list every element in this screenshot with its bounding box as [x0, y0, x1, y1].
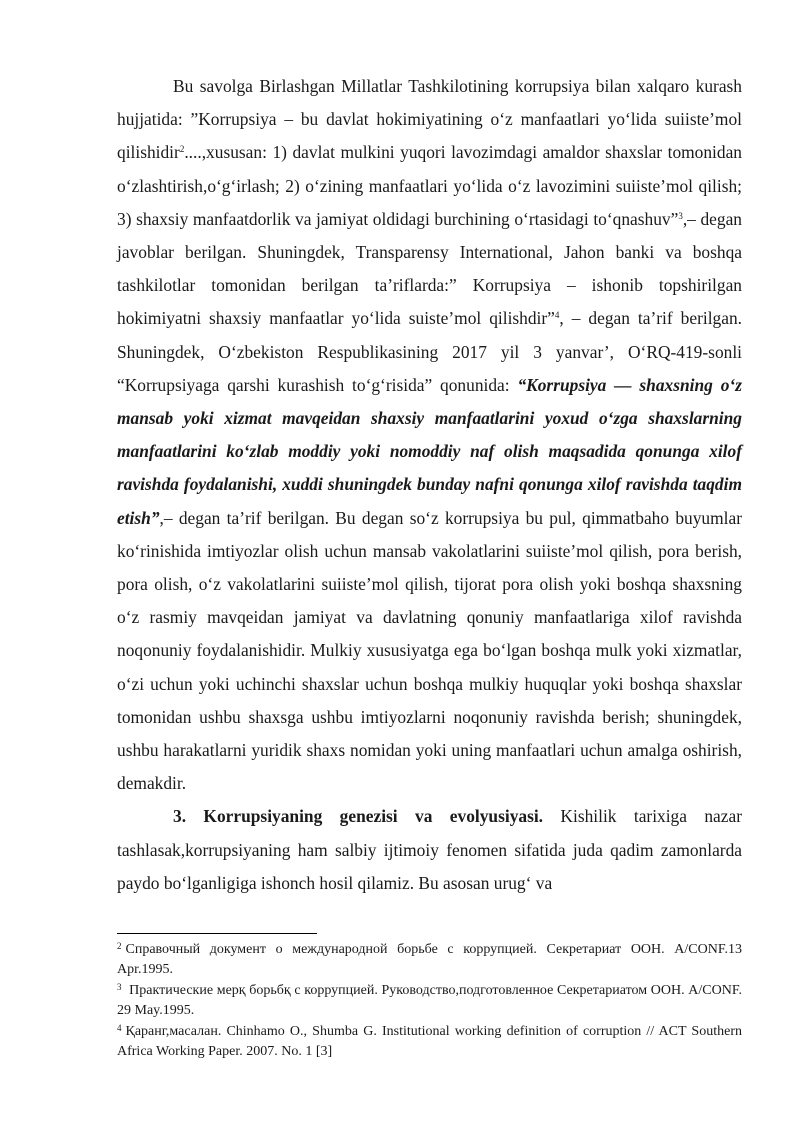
- footnote-divider: [117, 933, 317, 934]
- paragraph-section-3: 3. Korrupsiyaning genezisi va evolyusiyasi. Kishilik tarixiga nazar tashlasak,korrupsiyaning ham salbiy ijtimoiy fenomen sifatida juda qadim zamonlarda paydo bo‘lganligiga ishonch hosil qilamiz. Bu asosan urug‘ va: [117, 806, 742, 893]
- footnote-mark: 4: [117, 1023, 122, 1033]
- footnote-mark: 3: [117, 982, 122, 992]
- footnote-ref-2[interactable]: 2: [179, 144, 185, 155]
- footnote-mark: 2: [117, 941, 122, 951]
- footnote-ref-3[interactable]: 3: [678, 210, 683, 221]
- footnote-4: [117, 1022, 742, 1061]
- paragraph-definitions: Bu savolga Birlashgan Millatlar Tashkilotining korrupsiya bilan xalqaro kurash hujjatida: ”Korrupsiya – bu davlat hokimiyatining o‘z manfaatlari yo‘lida suiiste’mol qilishidir$^2$....,xususan: 1) davlat mulkini yuqori lavozimdagi amaldor shaxslar tomonidan o‘zlashtirish,o‘g‘irlash; 2) o‘zining manfaatlari yo‘lida o‘z lavozimini suiiste’mol qilish; 3) shaxsiy manfaatdorlik va jamiyat oldidagi burchining o‘rtasidagi to‘qnashuv”$^3$,– degan javoblar berilgan. Shuningdek, Transparensy International, Jahon banki va boshqa tashkilotlar tomonidan berilgan ta’riflarda:” Korrupsiya – ishonib topshirilgan hokimiyatni shaxsiy manfaatlar yo‘lida suiste’mol qilishdir”$^4$, – degan ta’rif berilgan. Shuningdek, O‘zbekiston Respublikasining 2017 yil 3 yanvar’, O‘RQ-419-sonli “Korrupsiyaga qarshi kurashish to‘g‘risida” qonunida: “Korrupsiya — shaxsning o‘z mansab yoki xizmat mavqeidan shaxsiy manfaatlarini yoxud o‘zga shaxslarning manfaatlarini ko‘zlab moddiy yoki nomoddiy naf olish maqsadida qonunga xilof ravishda foydalanishi, xuddi shuningdek bunday nafni qonunga xilof ravishda taqdim etish”,– degan ta’rif berilgan. Bu degan so‘z korrupsiya bu pul, qimmatbaho buyumlar ko‘rinishida imtiyozlar olish uchun mansab vakolatlarini suiiste’mol qilish, pora berish, pora olish, o‘z vakolatlarini suiiste’mol qilish, tijorat pora olish yoki boshqa shaxsning o‘z rasmiy mavqeidan jamiyat va davlatning qonuniy manfaatlariga xilof ravishda noqonuniy foydalanishidir. Mulkiy xususiyatga ega bo‘lgan boshqa mulk yoki xizmatlar, o‘zi uchun yoki uchinchi shaxslar uchun boshqa mulkiy huquqlar yoki boshqa shaxslar tomonidan ushbu shaxsga ushbu imtiyozlarni noqonuniy ravishda berish; shuningdek, ushbu harakatlarni yuridik shaxs nomidan yoki uning manfaatlari uchun amalga oshirish, demakdir.: [117, 76, 742, 794]
- section-heading: 3. Korrupsiyaning genezisi va evolyusiyasi.: [173, 806, 544, 827]
- footnote-ref-4[interactable]: 4: [554, 310, 560, 321]
- footnote-text: Қаранг,масалан. Chinhamo O., Shumba G. Institutional working definition of corruption // ACT Southern Africa Working Paper. 2007. No. 1 [3]: [117, 1024, 742, 1059]
- footnote-2: [117, 940, 742, 979]
- footnote-3: [117, 981, 742, 1020]
- law-definition-quote: “Korrupsiya — shaxsning o‘z mansab yoki xizmat mavqeidan shaxsiy manfaatlarini yoxud o‘zga shaxslarning manfaatlarini ko‘zlab moddiy yoki nomoddiy naf olish maqsadida qonunga xilof ravishda foydalanishi, xuddi shuningdek bunday nafni qonunga xilof ravishda taqdim etish”: [117, 374, 742, 528]
- footnote-text: Справочный документ о международной борьбе с коррупцией. Секретариат ООН. A/CONF.13 Apr.1995.: [117, 942, 742, 977]
- footnotes: [117, 940, 742, 1063]
- body-text: [117, 70, 742, 900]
- footnote-text: Практические мерқ борьбқ с коррупцией. Руководство,подготовленное Секретариатом ООН. A/CONF. 29 May.1995.: [117, 983, 742, 1018]
